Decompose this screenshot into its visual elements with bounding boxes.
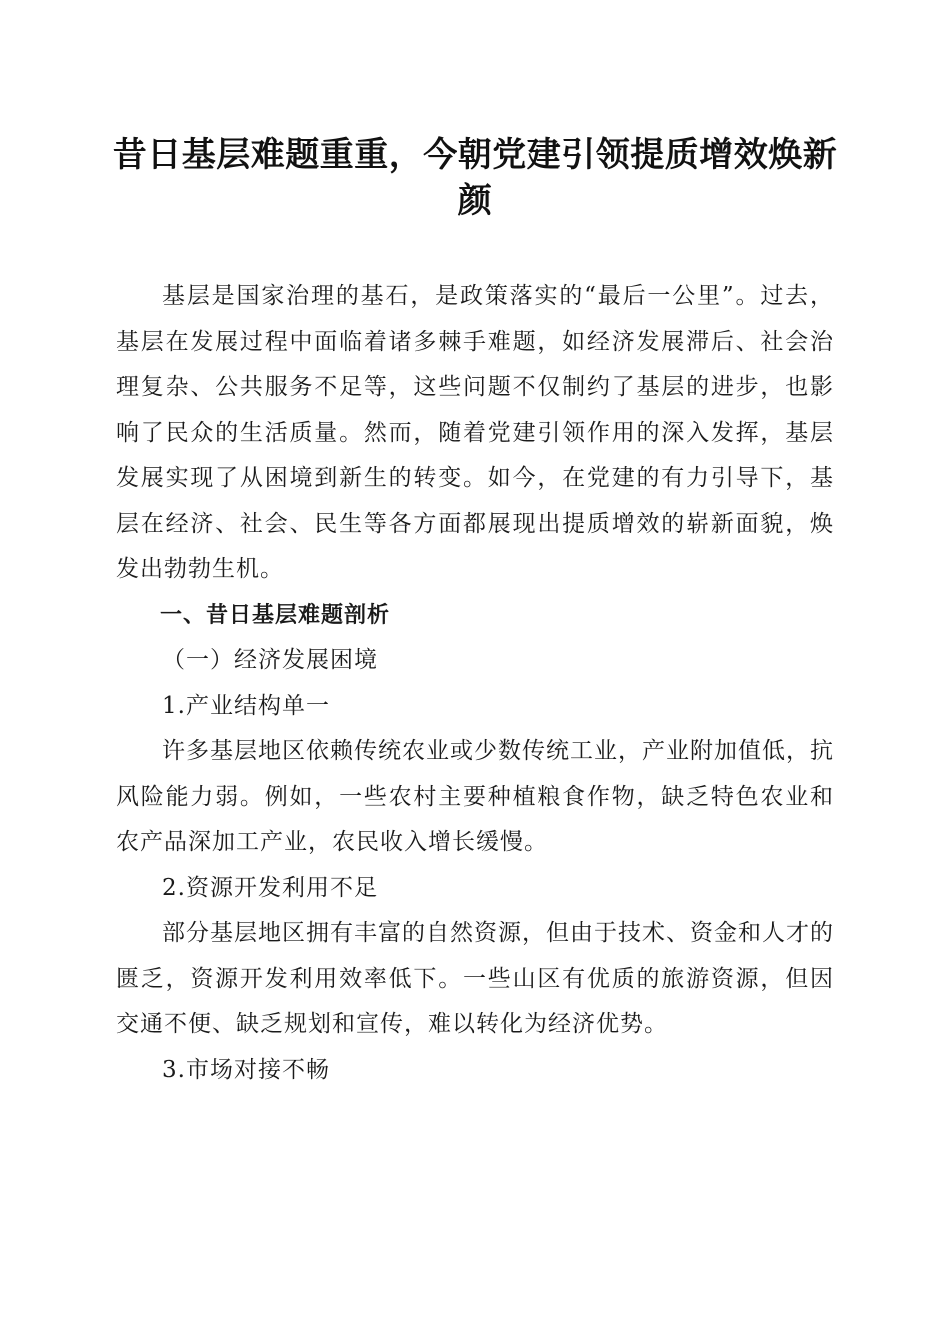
- item-paragraph: 许多基层地区依赖传统农业或少数传统工业，产业附加值低，抗风险能力弱。例如，一些农村主要种植粮食作物，缺乏特色农业和农产品深加工产业，农民收入增长缓慢。: [116, 738, 834, 855]
- page-title: 昔日基层难题重重，今朝党建引领提质增效焕新颜: [112, 135, 838, 221]
- item-heading: 2.资源开发利用不足: [162, 874, 378, 901]
- subsection-heading: （一）经济发展困境: [162, 647, 378, 673]
- section-heading: 一、昔日基层难题剖析: [160, 602, 391, 628]
- item-heading: 1.产业结构单一: [162, 692, 330, 719]
- item-heading: 3.市场对接不畅: [162, 1056, 330, 1083]
- document-body: [116, 274, 834, 1093]
- item-paragraph: 部分基层地区拥有丰富的自然资源，但由于技术、资金和人才的匮乏，资源开发利用效率低下。一些山区有优质的旅游资源，但因交通不便、缺乏规划和宣传，难以转化为经济优势。: [116, 920, 834, 1037]
- intro-paragraph: 基层是国家治理的基石，是政策落实的“最后一公里”。过去，基层在发展过程中面临着诸多棘手难题，如经济发展滞后、社会治理复杂、公共服务不足等，这些问题不仅制约了基层的进步，也影响了民众的生活质量。然而，随着党建引领作用的深入发挥，基层发展实现了从困境到新生的转变。如今，在党建的有力引导下，基层在经济、社会、民生等各方面都展现出提质增效的崭新面貌，焕发出勃勃生机。: [116, 283, 834, 582]
